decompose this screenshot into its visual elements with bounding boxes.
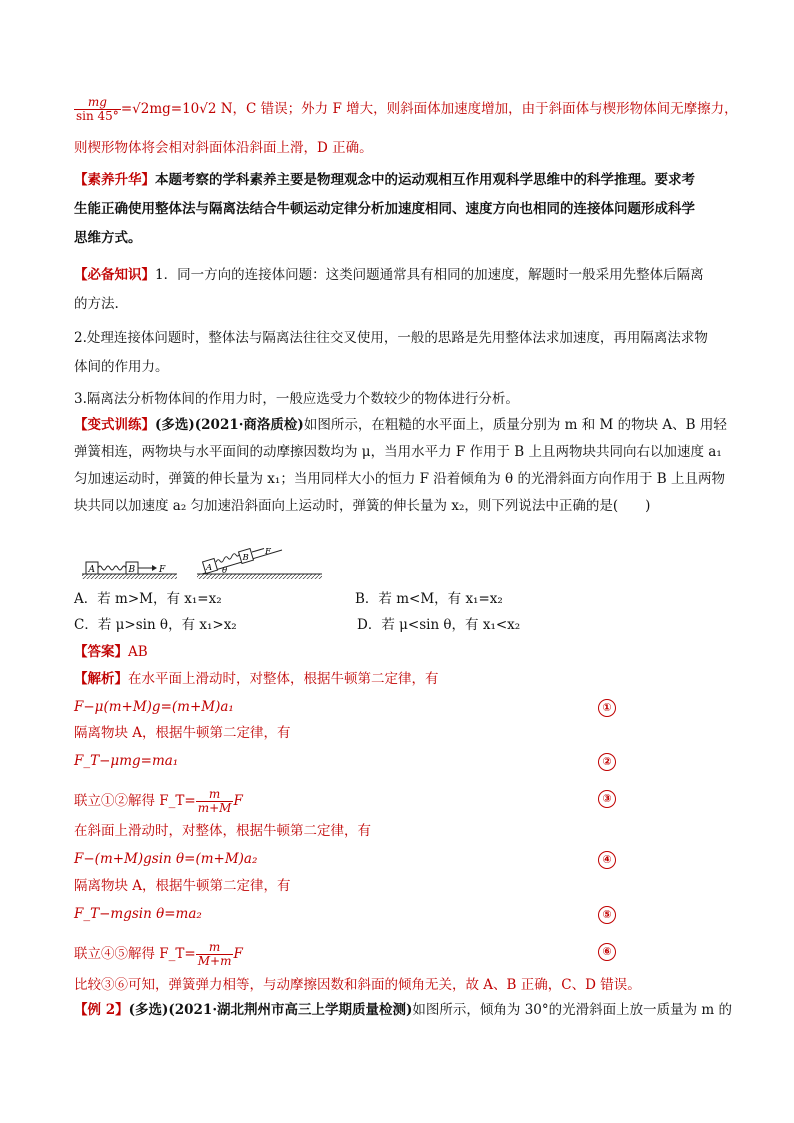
- option-a: A．若 m>M，有 x₁=x₂: [74, 591, 222, 607]
- angle-label: θ: [222, 566, 228, 576]
- knowledge-line-4: 体间的作用力。: [74, 359, 169, 375]
- spring-blocks-figure: [82, 548, 322, 582]
- variant-tag: (多选)(2021·商洛质检): [155, 417, 304, 433]
- knowledge-line-3: 2.处理连接体问题时，整体法与隔离法往往交叉使用，一般的思路是先用整体法求加速度，再用隔离法求物: [74, 330, 708, 346]
- example-2-label: 【例 2】: [74, 1002, 129, 1018]
- literacy-label: 【素养升华】: [74, 172, 155, 188]
- incline-ground-hatch: [197, 574, 322, 579]
- option-c: C．若 μ>sin θ，有 x₁>x₂: [74, 617, 237, 633]
- incline-force-arrow: [252, 549, 264, 553]
- answer-value: AB: [128, 644, 148, 660]
- variant-label: 【变式训练】: [74, 417, 155, 433]
- incline-block-a-label: A: [206, 563, 213, 573]
- marker-3: ③: [598, 790, 616, 808]
- analysis-line-1: 【解析】在水平面上滑动时，对整体，根据牛顿第二定律，有: [74, 671, 439, 687]
- example-2-line: 【例 2】(多选)(2021·湖北荆州市高三上学期质量检测)如图所示，倾角为 30°的光滑斜面上放一质量为 m 的: [74, 1002, 733, 1018]
- marker-1: ①: [598, 699, 616, 717]
- incline-force-label: F: [265, 548, 271, 557]
- analysis-label: 【解析】: [74, 671, 128, 687]
- equation-6-fraction: $\frac{m}{M+m}$: [197, 940, 232, 968]
- equation-6: 联立④⑤解得 F_T= $\frac{m}{M+m}$ F: [74, 940, 243, 968]
- marker-2: ②: [598, 753, 616, 771]
- analysis-line-4: 隔离物块 A，根据牛顿第二定律，有: [74, 878, 291, 894]
- analysis-conclusion: 比较③⑥可知，弹簧弹力相等，与动摩擦因数和斜面的倾角无关，故 A、B 正确，C、D 错误。: [74, 977, 641, 993]
- variant-line-1: 【变式训练】(多选)(2021·商洛质检)如图所示，在粗糙的水平面上，质量分别为 m 和 M 的物块 A、B 用轻: [74, 417, 727, 433]
- option-b: B．若 m<M，有 x₁=x₂: [355, 591, 503, 607]
- knowledge-line-5: 3.隔离法分析物体间的作用力时，一般应选受力个数较少的物体进行分析。: [74, 391, 519, 407]
- marker-6: ⑥: [598, 943, 616, 961]
- knowledge-label: 【必备知识】: [74, 267, 155, 283]
- knowledge-line-2: 的方法.: [74, 296, 119, 312]
- force-arrowhead: [152, 565, 157, 571]
- analysis-line-3: 在斜面上滑动时，对整体，根据牛顿第二定律，有: [74, 823, 371, 839]
- example-2-tag: (多选)(2021·湖北荆州市高三上学期质量检测): [128, 1002, 413, 1018]
- literacy-line-1: 【素养升华】本题考察的学科素养主要是物理观念中的运动观相互作用观科学思维中的科学推理。要求考: [74, 172, 695, 188]
- equation-4: F−(m+M)gsin θ=(m+M)a₂: [74, 851, 258, 867]
- equation-1: F−μ(m+M)g=(m+M)a₁: [74, 699, 234, 715]
- option-d: D．若 μ<sin θ，有 x₁<x₂: [357, 617, 521, 633]
- intro-fraction: $\frac{mg}{\sin 45^\circ}$: [76, 95, 119, 123]
- equation-3-fraction: $\frac{m}{m+M}$: [197, 787, 232, 815]
- marker-5: ⑤: [598, 906, 616, 924]
- block-a-label: A: [88, 565, 95, 575]
- marker-4: ④: [598, 851, 616, 869]
- answer-label: 【答案】: [74, 644, 128, 660]
- incline-block-b-label: B: [242, 553, 249, 563]
- literacy-line-2: 生能正确使用整体法与隔离法结合牛顿运动定律分析加速度相同、速度方向也相同的连接体问题形成科学: [74, 201, 695, 217]
- force-label: F: [159, 565, 166, 575]
- analysis-line-2: 隔离物块 A，根据牛顿第二定律，有: [74, 725, 291, 741]
- variant-line-4: 块共同以加速度 a₂ 匀加速沿斜面向上运动时，弹簧的伸长量为 x₂，则下列说法中正确的是( ): [74, 498, 651, 514]
- equation-3: 联立①②解得 F_T= $\frac{m}{m+M}$ F: [74, 787, 243, 815]
- equation-2: F_T−μmg=ma₁: [74, 753, 179, 769]
- block-b-label: B: [128, 565, 136, 575]
- knowledge-line-1: 【必备知识】1．同一方向的连接体问题：这类问题通常具有相同的加速度，解题时一般采用先整体后隔离: [74, 267, 704, 283]
- variant-line-3: 匀加速运动时，弹簧的伸长量为 x₁；当用同样大小的恒力 F 沿着倾角为 θ 的光滑斜面方向作用于 B 上且两物: [74, 471, 725, 487]
- variant-line-2: 弹簧相连，两物块与水平面间的动摩擦因数均为 μ，当用水平力 F 作用于 B 上且两物块共同向右以加速度 a₁: [74, 444, 722, 460]
- spring-incline: [216, 553, 240, 562]
- intro-equation-line: $\frac{mg}{\sin 45^\circ}$ =√2mg=10√2 N，C 错误；外力 F 增大，则斜面体加速度增加，由于斜面体与楔形物体间无摩擦力，: [76, 95, 738, 123]
- literacy-line-3: 思维方式。: [74, 230, 142, 246]
- answer-line: [74, 642, 148, 662]
- spring-horizontal: [98, 566, 126, 570]
- equation-5: F_T−mgsin θ=ma₂: [74, 906, 202, 922]
- intro-line-2: 则楔形物体将会相对斜面体沿斜面上滑，D 正确。: [74, 140, 373, 156]
